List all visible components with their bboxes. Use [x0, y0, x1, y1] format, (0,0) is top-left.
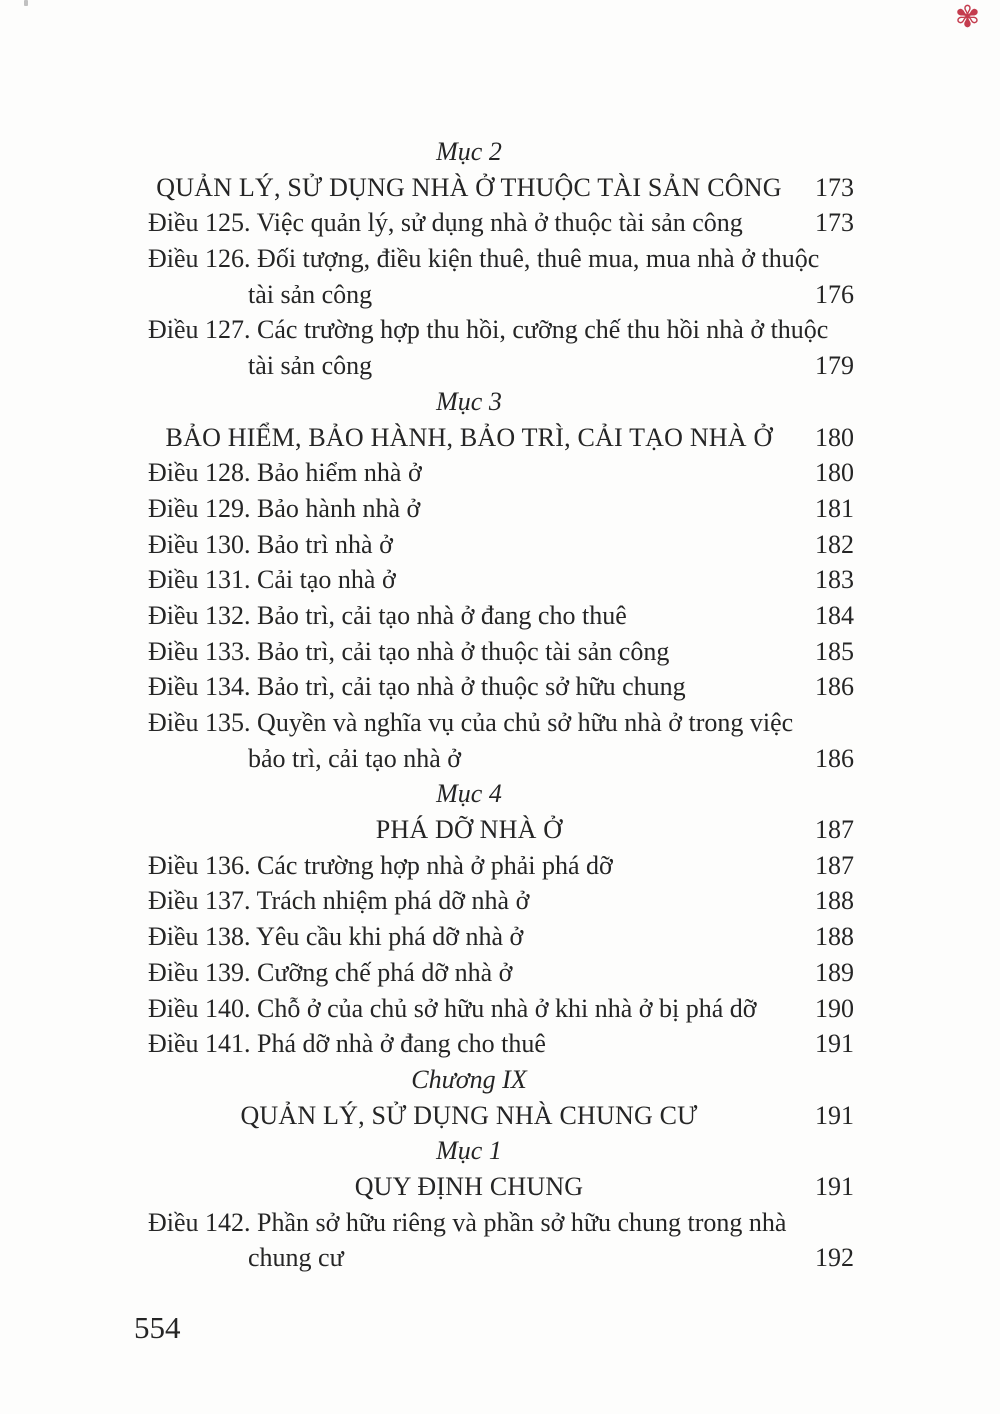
toc-section-title — [148, 1101, 854, 1137]
page-number-cell: 186 — [815, 672, 854, 702]
toc-article-entry — [148, 708, 854, 744]
article-title: Điều 141. Phá dỡ nhà ở đang cho thuê — [148, 1029, 546, 1059]
page-number-cell: 191 — [815, 1100, 854, 1130]
toc-section-title — [148, 1172, 854, 1208]
page-number-cell: 173 — [815, 172, 854, 202]
toc-section-label — [148, 1065, 854, 1101]
page-number-footer: 554 — [134, 1310, 181, 1345]
toc-article-entry-continuation — [148, 744, 854, 780]
article-title-line2: tài sản công — [248, 351, 373, 381]
article-title: Điều 125. Việc quản lý, sử dụng nhà ở thuộc tài sản công — [148, 208, 743, 238]
article-title: Điều 137. Trách nhiệm phá dỡ nhà ở — [148, 886, 530, 916]
toc-article-entry — [148, 886, 854, 922]
article-title-line1: Điều 142. Phần sở hữu riêng và phần sở hữu chung trong nhà — [148, 1207, 787, 1237]
section-label-text: Mục 4 — [436, 779, 502, 809]
section-title-text: QUY ĐỊNH CHUNG — [354, 1171, 584, 1201]
toc-article-entry — [148, 530, 854, 566]
article-title-line1: Điều 135. Quyền và nghĩa vụ của chủ sở hữu nhà ở trong việc — [148, 708, 794, 737]
section-title-text: QUẢN LÝ, SỬ DỤNG NHÀ CHUNG CƯ — [240, 1100, 698, 1130]
toc-article-entry — [148, 637, 854, 673]
article-title-line2: chung cư — [248, 1243, 344, 1273]
section-title-text: BẢO HIỂM, BẢO HÀNH, BẢO TRÌ, CẢI TẠO NHÀ Ở — [165, 422, 773, 452]
page-number-cell: 190 — [815, 993, 854, 1023]
article-title: Điều 133. Bảo trì, cải tạo nhà ở thuộc tài sản công — [148, 636, 670, 666]
article-title: Điều 130. Bảo trì nhà ở — [148, 529, 393, 559]
toc-article-entry — [148, 458, 854, 494]
table-of-contents — [148, 137, 854, 1279]
page-number-cell: 180 — [815, 422, 854, 452]
article-title: Điều 131. Cải tạo nhà ở — [148, 565, 396, 595]
toc-article-entry — [148, 851, 854, 887]
page-number-cell: 187 — [815, 850, 854, 880]
toc-article-entry — [148, 1208, 854, 1244]
article-title: Điều 128. Bảo hiểm nhà ở — [148, 458, 422, 488]
article-title: Điều 139. Cưỡng chế phá dỡ nhà ở — [148, 957, 513, 987]
article-title-line2: bảo trì, cải tạo nhà ở — [248, 743, 462, 773]
article-title: Điều 129. Bảo hành nhà ở — [148, 493, 421, 523]
toc-article-entry — [148, 958, 854, 994]
article-title-line1: Điều 126. Đối tượng, điều kiện thuê, thuê mua, mua nhà ở thuộc — [148, 244, 820, 274]
article-title: Điều 136. Các trường hợp nhà ở phải phá dỡ — [148, 850, 613, 880]
toc-article-entry-continuation — [148, 351, 854, 387]
toc-section-title — [148, 815, 854, 851]
article-title: Điều 132. Bảo trì, cải tạo nhà ở đang cho thuê — [148, 600, 627, 630]
page-number-cell: 176 — [815, 279, 854, 309]
toc-article-entry — [148, 494, 854, 530]
article-title: Điều 138. Yêu cầu khi phá dỡ nhà ở — [148, 922, 524, 952]
toc-article-entry — [148, 208, 854, 244]
article-title: Điều 134. Bảo trì, cải tạo nhà ở thuộc sở hữu chung — [148, 672, 686, 702]
page-number-cell: 191 — [815, 1171, 854, 1201]
toc-section-label — [148, 137, 854, 173]
article-title-line2: tài sản công — [248, 279, 373, 309]
article-title-line1: Điều 127. Các trường hợp thu hồi, cưỡng chế thu hồi nhà ở thuộc — [148, 315, 829, 345]
toc-section-label — [148, 387, 854, 423]
page-number-cell: 185 — [815, 636, 854, 666]
section-label-text: Mục 1 — [436, 1136, 502, 1166]
article-title: Điều 140. Chỗ ở của chủ sở hữu nhà ở khi nhà ở bị phá dỡ — [148, 993, 757, 1023]
toc-article-entry-continuation — [148, 1243, 854, 1279]
page-number-cell: 186 — [815, 743, 854, 773]
page-number-cell: 182 — [815, 529, 854, 559]
page-number-cell: 179 — [815, 351, 854, 381]
scan-artifact — [24, 0, 28, 6]
page-number-cell: 187 — [815, 815, 854, 845]
flower-ornament-icon: ✾ — [954, 0, 980, 35]
toc-article-entry — [148, 1029, 854, 1065]
page-number-cell: 173 — [815, 208, 854, 238]
page-number-cell: 184 — [815, 600, 854, 630]
toc-article-entry-continuation — [148, 280, 854, 316]
page-number-cell: 191 — [815, 1029, 854, 1059]
toc-section-label — [148, 1136, 854, 1172]
toc-article-entry — [148, 565, 854, 601]
toc-article-entry — [148, 922, 854, 958]
toc-article-entry — [148, 994, 854, 1030]
toc-section-title — [148, 423, 854, 459]
page-number-cell: 192 — [815, 1243, 854, 1273]
section-label-text: Mục 3 — [436, 386, 502, 416]
page-number-cell: 183 — [815, 565, 854, 595]
toc-section-title — [148, 173, 854, 209]
section-label-text: Mục 2 — [436, 137, 502, 166]
section-label-text: Chương IX — [411, 1064, 527, 1094]
page-number-cell: 181 — [815, 493, 854, 523]
toc-article-entry — [148, 244, 854, 280]
page-number-cell: 180 — [815, 458, 854, 488]
section-title-text: PHÁ DỠ NHÀ Ở — [375, 815, 563, 845]
page-number-cell: 188 — [815, 922, 854, 952]
page-number-cell: 188 — [815, 886, 854, 916]
toc-section-label — [148, 779, 854, 815]
page-number-cell: 189 — [815, 957, 854, 987]
toc-article-entry — [148, 601, 854, 637]
section-title-text: QUẢN LÝ, SỬ DỤNG NHÀ Ở THUỘC TÀI SẢN CÔNG — [156, 172, 782, 202]
toc-article-entry — [148, 672, 854, 708]
toc-article-entry — [148, 315, 854, 351]
